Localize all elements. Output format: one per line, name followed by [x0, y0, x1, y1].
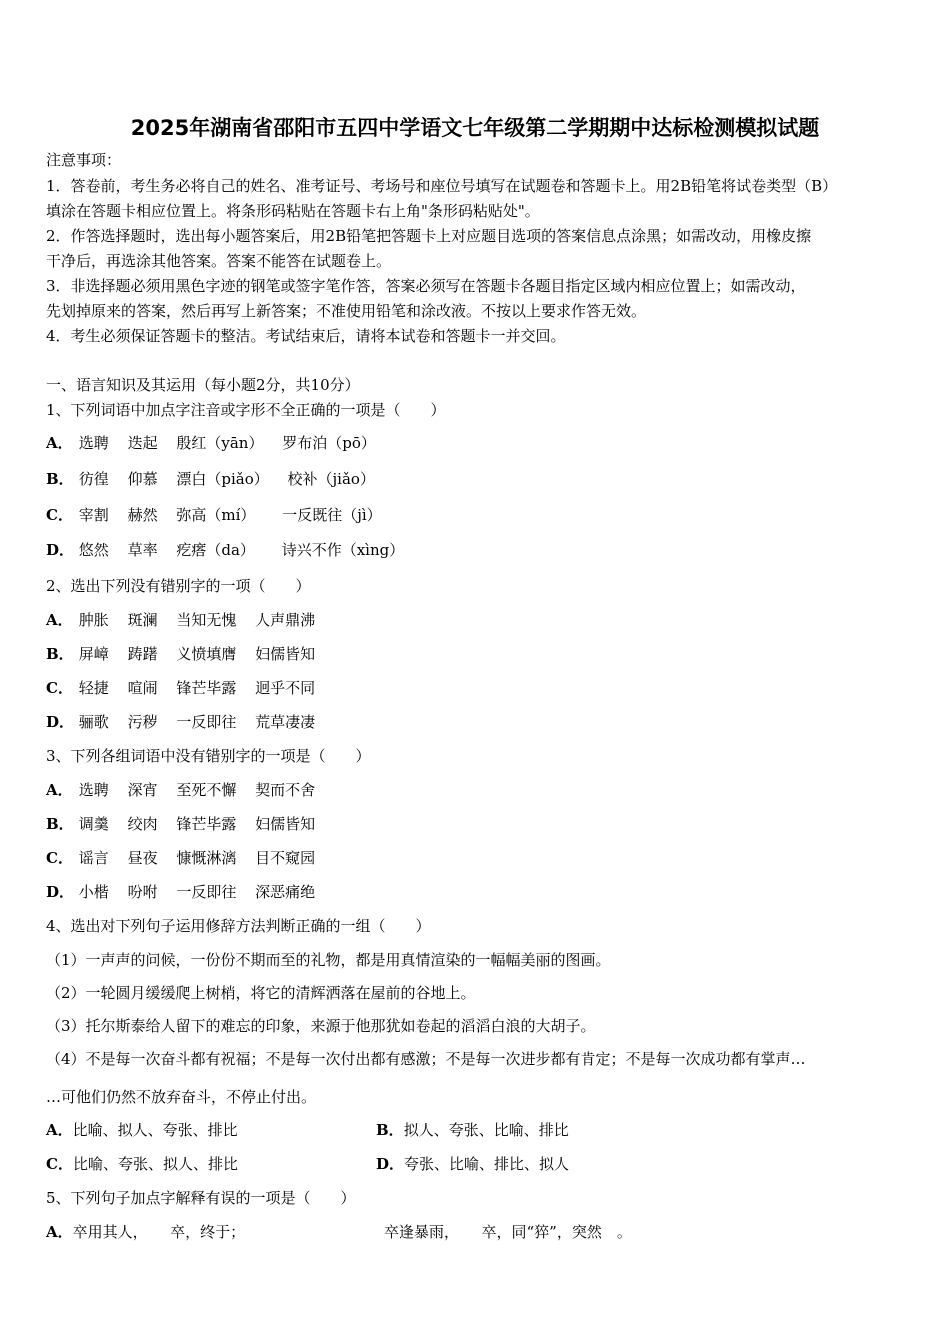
sentence: （3）托尔斯泰给人留下的难忘的印象，来源于他那犹如卷起的滔滔白浪的大胡子。 [46, 1017, 596, 1035]
option-label: B． [46, 815, 74, 833]
option-label: C． [46, 679, 73, 697]
option-word: 昼夜 [127, 849, 158, 867]
option-word: 深恶痛绝 [255, 883, 316, 901]
option-label: C． [46, 1155, 73, 1173]
option-d [376, 1154, 569, 1174]
option-word: 妇儒皆知 [255, 645, 316, 663]
option-word: 悠然 [78, 541, 109, 559]
notice-line: 干净后，再选涂其他答案。答案不能答在试题卷上。 [46, 252, 392, 270]
option-word: 吩咐 [127, 883, 158, 901]
option-word: 妇儒皆知 [255, 815, 316, 833]
option-c [46, 505, 382, 525]
notice-line: 2．作答选择题时，选出每小题答案后，用2B铅笔把答题卡上对应题目选项的答案信息点涂黑；如需改动，用橡皮擦 [46, 227, 812, 245]
option-word: 锋芒毕露 [176, 815, 237, 833]
notice-line: 3．非选择题必须用黑色字迹的钢笔或签字笔作答，答案必须写在答题卡各题目指定区域内相应位置上；如需改动， [46, 277, 806, 295]
option-word: 轻捷 [78, 679, 109, 697]
option-a [46, 1120, 238, 1140]
option-word: 谣言 [78, 849, 109, 867]
option-b [46, 814, 315, 834]
option-word: 当知无愧 [176, 611, 237, 629]
option-word: 喧闹 [127, 679, 158, 697]
option-label: B． [46, 645, 74, 663]
option-label: A． [46, 434, 73, 452]
option-label: B． [46, 470, 74, 488]
option-word: 慷慨淋漓 [176, 849, 237, 867]
sentence: （4）不是每一次奋斗都有祝福；不是每一次付出都有感激；不是每一次进步都有肯定；不是每一次成功都有掌声… [46, 1050, 806, 1068]
option-word: 一反即往 [176, 713, 237, 731]
option-word: 骊歌 [78, 713, 109, 731]
option-word: 屏嶂 [78, 645, 109, 663]
notice-line: 填涂在答题卡相应位置上。将条形码粘贴在答题卡右上角"条形码粘贴处"。 [46, 202, 540, 220]
option-word: 仰慕 [127, 470, 158, 488]
option-word: 人声鼎沸 [255, 611, 316, 629]
notice-line: 1．答卷前，考生务必将自己的姓名、准考证号、考场号和座位号填写在试题卷和答题卡上。用2B铅笔将试卷类型（B） [46, 177, 838, 195]
option-b [46, 469, 375, 489]
question-stem: 1、下列词语中加点字注音或字形不全正确的一项是（ ） [46, 401, 446, 419]
option-word: 选聘 [78, 781, 109, 799]
option-word: 选聘 [78, 434, 109, 452]
option-a [46, 433, 376, 453]
option-word: 斑澜 [127, 611, 158, 629]
option-word: 污秽 [127, 713, 158, 731]
option-word: 调羹 [78, 815, 109, 833]
option-b [376, 1120, 569, 1140]
option-word: 踌躇 [127, 645, 158, 663]
option-label: C． [46, 849, 73, 867]
sentence: （2）一轮圆月缓缓爬上树梢，将它的清辉洒落在屋前的谷地上。 [46, 984, 476, 1002]
option-word: 迭起 [127, 434, 158, 452]
option-word: 目不窥园 [255, 849, 316, 867]
section-heading: 一、语言知识及其运用（每小题2分，共10分） [46, 376, 360, 394]
option-c [46, 678, 315, 698]
option-word: 彷徨 [78, 470, 109, 488]
option-text: 卒用其人， 卒，终于； [72, 1223, 246, 1241]
option-word: 草率 [127, 541, 158, 559]
option-word: 迥乎不同 [255, 679, 316, 697]
option-d [46, 712, 315, 732]
option-text: 卒逢暴雨， 卒，同“猝”，突然 。 [384, 1223, 632, 1241]
option-word: 义愤填膺 [176, 645, 237, 663]
sentence: …可他们仍然不放弃奋斗，不停止付出。 [46, 1088, 317, 1106]
option-a-continued [384, 1222, 632, 1242]
option-word: 肿胀 [78, 611, 109, 629]
option-label: D． [46, 541, 75, 559]
option-c [46, 1154, 238, 1174]
page-title: 2025年湖南省邵阳市五四中学语文七年级第二学期期中达标检测模拟试题 [130, 116, 820, 140]
option-text: 比喻、夸张、拟人、排比 [72, 1155, 238, 1173]
option-text: 夸张、比喻、排比、拟人 [404, 1155, 570, 1173]
option-word: 至死不懈 [176, 781, 237, 799]
option-word: 荒草凄凄 [255, 713, 316, 731]
option-word: 殷红（yān） [176, 434, 264, 452]
option-word: 一反既往（jì） [282, 506, 382, 524]
option-word: 深宵 [127, 781, 158, 799]
option-word: 锋芒毕露 [176, 679, 237, 697]
option-word: 诗兴不作（xìng） [281, 541, 405, 559]
option-c [46, 848, 315, 868]
option-word: 校补（jiǎo） [287, 470, 375, 488]
option-label: A． [46, 1121, 73, 1139]
option-text: 拟人、夸张、比喻、排比 [403, 1121, 569, 1139]
question-stem: 3、下列各组词语中没有错别字的一项是（ ） [46, 747, 371, 765]
option-word: 弥高（mí） [176, 506, 256, 524]
option-word: 契而不舍 [255, 781, 316, 799]
option-word: 一反即往 [176, 883, 237, 901]
option-word: 宰割 [78, 506, 109, 524]
option-word: 绞肉 [127, 815, 158, 833]
notice-line: 先划掉原来的答案，然后再写上新答案；不准使用铅笔和涂改液。不按以上要求作答无效。 [46, 302, 647, 320]
option-text: 比喻、拟人、夸张、排比 [72, 1121, 238, 1139]
option-a [46, 1222, 245, 1242]
option-label: A． [46, 1223, 73, 1241]
option-label: D． [46, 883, 75, 901]
option-label: D． [46, 713, 75, 731]
option-a [46, 780, 315, 800]
option-word: 罗布泊（pō） [282, 434, 376, 452]
question-stem: 2、选出下列没有错别字的一项（ ） [46, 577, 311, 595]
notice-heading: 注意事项： [46, 151, 122, 169]
option-label: C． [46, 506, 73, 524]
notice-line: 4．考生必须保证答题卡的整洁。考试结束后，请将本试卷和答题卡一并交回。 [46, 327, 566, 345]
option-a [46, 610, 315, 630]
sentence: （1）一声声的问候，一份份不期而至的礼物，都是用真情渲染的一幅幅美丽的图画。 [46, 951, 611, 969]
option-word: 小楷 [78, 883, 109, 901]
option-word: 疙瘩（da） [176, 541, 255, 559]
option-word: 赫然 [127, 506, 158, 524]
option-b [46, 644, 315, 664]
question-stem: 5、下列句子加点字解释有误的一项是（ ） [46, 1189, 356, 1207]
option-d [46, 540, 404, 560]
option-label: A． [46, 781, 73, 799]
option-label: B． [376, 1121, 404, 1139]
option-label: A． [46, 611, 73, 629]
option-label: D． [376, 1155, 405, 1173]
option-d [46, 882, 315, 902]
option-word: 漂白（piǎo） [176, 470, 269, 488]
question-stem: 4、选出对下列句子运用修辞方法判断正确的一组（ ） [46, 917, 431, 935]
